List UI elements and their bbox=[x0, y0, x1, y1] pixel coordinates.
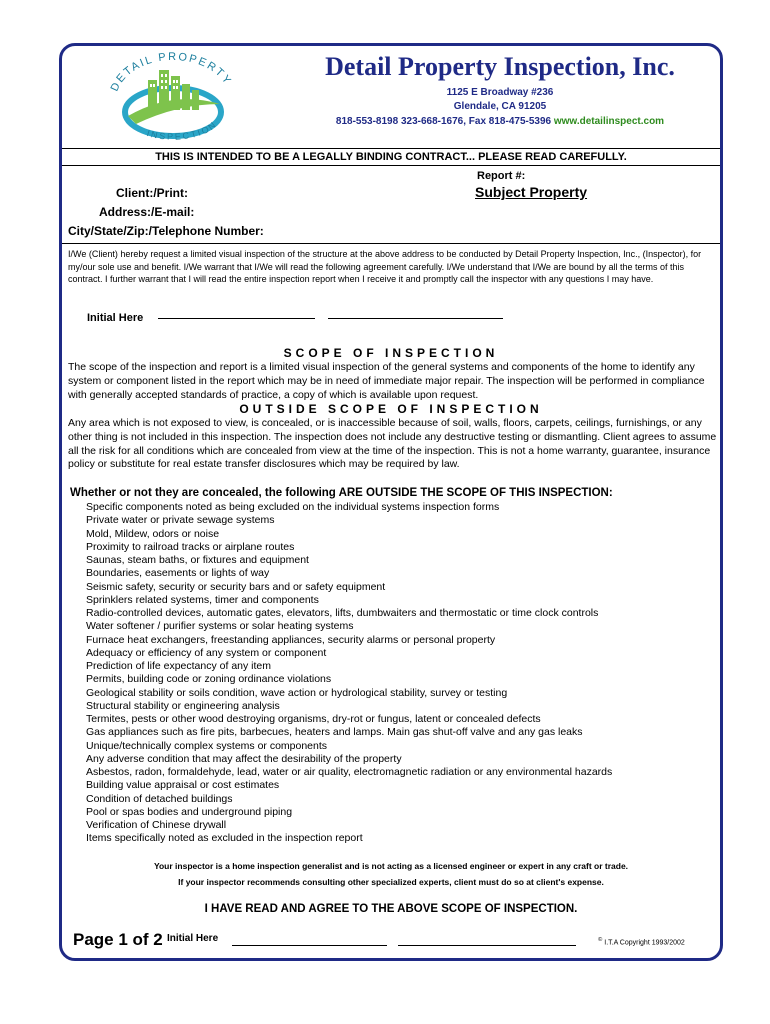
exclusion-item: Radio-controlled devices, automatic gates, elevators, lifts, dumbwaiters and thermostatic or time clock controls bbox=[86, 607, 599, 619]
exclusion-item: Boundaries, easements or lights of way bbox=[86, 567, 270, 580]
scope-paragraph: The scope of the inspection and report is a limited visual inspection of the general systems and components of the home to identify any system or component listed in the report which may be in need of immediate major repair. The inspection will be performed in compliance with generally accepted standards of practice, a copy of which is available upon request. bbox=[68, 361, 705, 401]
exclusion-item: Permits, building code or zoning ordinance violations bbox=[86, 673, 332, 686]
client-rule bbox=[62, 243, 720, 244]
exclusion-item: Unique/technically complex systems or components bbox=[86, 739, 328, 752]
logo-text-bottom: INSPECTION bbox=[145, 118, 219, 142]
experts-note: If your inspector recommends consulting other specialized experts, client must do so at client's expense. bbox=[178, 877, 604, 887]
exclusion-item: Water softener / purifier systems or solar heating systems bbox=[86, 620, 354, 633]
page-number: Page 1 of 2 bbox=[73, 930, 163, 949]
exclusion-item: Seismic safety, security or security bars and or safety equipment bbox=[86, 580, 386, 593]
exclusion-item: Adequacy or efficiency of any system or component bbox=[86, 646, 327, 659]
title-rule bbox=[62, 165, 720, 166]
subject-property-field[interactable]: Subject Property bbox=[475, 184, 588, 200]
initial-field-bottom-2[interactable] bbox=[398, 945, 576, 946]
generalist-note: Your inspector is a home inspection generalist and is not acting as a licensed engineer or expert in any craft or trade. bbox=[153, 861, 629, 871]
scope-heading: SCOPE OF INSPECTION bbox=[283, 346, 499, 360]
exclusion-item: Asbestos, radon, formaldehyde, lead, water or air quality, electromagnetic radiation or any environmental hazards bbox=[86, 766, 613, 778]
header-rule bbox=[62, 148, 720, 149]
agreement-statement: I HAVE READ AND AGREE TO THE ABOVE SCOPE OF INSPECTION. bbox=[204, 903, 578, 915]
exclusion-item: Termites, pests or other wood destroying organisms, dry-rot or fungus, latent or concealed defects bbox=[86, 713, 541, 725]
exclusion-item: Gas appliances such as fire pits, barbecues, heaters and lamps. Main gas shut-off valve and any gas leaks bbox=[86, 726, 583, 739]
client-label: Client:/Print: bbox=[116, 186, 188, 200]
exclusion-item: Building value appraisal or cost estimates bbox=[86, 779, 280, 792]
contract-title: THIS IS INTENDED TO BE A LEGALLY BINDING CONTRACT... PLEASE READ CAREFULLY. bbox=[155, 151, 627, 163]
company-name: Detail Property Inspection, Inc. bbox=[325, 52, 675, 81]
copyright-text: I.T.A Copyright 1993/2002 bbox=[604, 939, 685, 947]
logo-text-top: DETAIL PROPERTY bbox=[108, 50, 235, 94]
initial-label: Initial Here bbox=[87, 312, 144, 324]
city-state-zip-label: City/State/Zip:/Telephone Number: bbox=[68, 224, 264, 238]
initial-field-1[interactable] bbox=[158, 317, 315, 319]
exclusions-heading: Whether or not they are concealed, the following ARE OUTSIDE THE SCOPE OF THIS INSPECTION: bbox=[70, 487, 613, 499]
company-phones: 818-553-8198 323-668-1676, Fax 818-475-5396 bbox=[335, 116, 552, 127]
initial-row-top bbox=[87, 312, 503, 324]
exclusion-item: Furnace heat exchangers, freestanding appliances, security alarms or personal property bbox=[86, 633, 496, 646]
exclusion-item: Proximity to railroad tracks or airplane routes bbox=[86, 540, 295, 553]
exclusion-item: Any adverse condition that may affect the desirability of the property bbox=[86, 752, 402, 765]
exclusion-item: Saunas, steam baths, or fixtures and equipment bbox=[86, 554, 309, 566]
exclusion-item: Verification of Chinese drywall bbox=[86, 819, 227, 831]
outside-scope-paragraph: Any area which is not exposed to view, is concealed, or is inaccessible because of soil, walls, floors, carpets, ceilings, furnishings, or any other thing is not included in this inspection. The inspection does not include any destructive testing or dismantling. Client agrees to assume all the risk for all conditions which are concealed from view at the time of the inspection. This is not a home warranty, guarantee, insurance policy or substitute for real estate transfer disclosures which may be required by law. bbox=[68, 417, 717, 471]
exclusion-item: Structural stability or engineering analysis bbox=[86, 699, 280, 712]
exclusion-item: Specific components noted as being excluded on the individual systems inspection forms bbox=[86, 501, 500, 513]
exclusion-item: Condition of detached buildings bbox=[86, 792, 233, 805]
company-address: 1125 E Broadway #236 bbox=[446, 87, 554, 98]
exclusions-list bbox=[86, 501, 612, 846]
company-website[interactable]: www.detailinspect.com bbox=[553, 116, 665, 127]
exclusion-item: Prediction of life expectancy of any item bbox=[86, 660, 272, 672]
exclusion-item: Geological stability or soils condition, wave action or hydrological stability, survey or testing bbox=[86, 686, 508, 699]
exclusion-item: Items specifically noted as excluded in the inspection report bbox=[86, 832, 363, 845]
copyright-notice bbox=[598, 937, 685, 946]
initial-field-bottom-1[interactable] bbox=[232, 945, 387, 946]
initial-field-2[interactable] bbox=[328, 317, 503, 319]
copyright-symbol: © bbox=[598, 937, 603, 943]
company-contact bbox=[270, 116, 730, 127]
address-label: Address:/E-mail: bbox=[99, 205, 195, 219]
company-logo bbox=[98, 50, 248, 148]
exclusion-item: Sprinklers related systems, timer and components bbox=[86, 593, 319, 606]
company-city: Glendale, CA 91205 bbox=[453, 101, 547, 112]
initial-label-bottom: Initial Here bbox=[167, 933, 219, 944]
exclusion-item: Private water or private sewage systems bbox=[86, 514, 275, 527]
agreement-paragraph: I/We (Client) hereby request a limited visual inspection of the structure at the above address to be conducted by Detail Property Inspection, Inc., (Inspector), for my/our sole use and benefit. I/We warrant that I/We will read the following agreement carefully. I/We understand that I/We are bound by all the terms of this contract. I further warrant that I will read the entire inspection report when I receive it and promptly call the inspector with any questions I may have. bbox=[68, 249, 702, 284]
outside-scope-heading: OUTSIDE SCOPE OF INSPECTION bbox=[239, 402, 543, 416]
exclusion-item: Mold, Mildew, odors or noise bbox=[86, 527, 220, 540]
exclusion-item: Pool or spas bodies and underground piping bbox=[86, 805, 293, 818]
report-number-label: Report #: bbox=[477, 170, 526, 182]
